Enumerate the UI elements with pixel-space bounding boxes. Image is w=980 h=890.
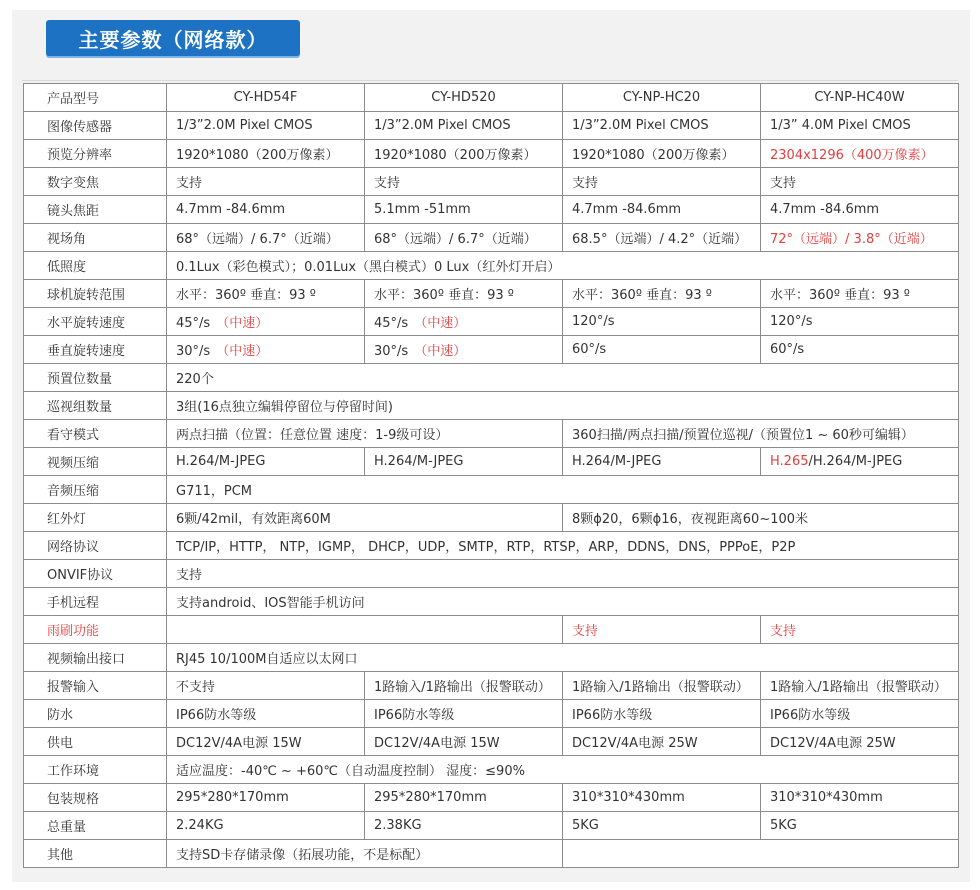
table-cell — [167, 308, 365, 336]
cell-text: 220个 — [176, 372, 214, 387]
table-cell — [365, 784, 563, 812]
cell-text: 支持android、IOS智能手机访问 — [176, 596, 365, 611]
table-cell — [167, 392, 959, 420]
cell-text: 4.7mm -84.6mm — [572, 202, 682, 217]
table-cell — [761, 700, 959, 728]
table-cell — [167, 812, 365, 840]
row-label: 低照度 — [24, 252, 167, 280]
table-row — [24, 252, 959, 280]
cell-highlight: （中速） — [216, 344, 269, 359]
row-label: 看守模式 — [24, 420, 167, 448]
table-row — [24, 504, 959, 532]
table-cell — [563, 700, 761, 728]
table-cell — [365, 140, 563, 168]
table-row — [24, 84, 959, 112]
cell-text: 支持 — [374, 176, 401, 191]
cell-text: 60°/s — [572, 342, 607, 357]
cell-text: 5.1mm -51mm — [374, 202, 471, 217]
table-row — [24, 532, 959, 560]
table-cell — [167, 280, 365, 308]
row-label: 水平旋转速度 — [24, 308, 167, 336]
table-row — [24, 476, 959, 504]
table-cell — [365, 700, 563, 728]
table-cell — [167, 224, 365, 252]
cell-text: 360扫描/两点扫描/预置位巡视/（预置位1 ~ 60秒可编辑） — [572, 428, 914, 443]
table-cell — [563, 728, 761, 756]
table-cell — [563, 812, 761, 840]
table-cell — [167, 420, 563, 448]
cell-text: 4.7mm -84.6mm — [770, 202, 880, 217]
row-label: 防水 — [24, 700, 167, 728]
table-cell — [761, 196, 959, 224]
row-label: 垂直旋转速度 — [24, 336, 167, 364]
spec-table — [23, 83, 959, 868]
cell-text: 支持SD卡存储录像（拓展功能，不是标配） — [176, 848, 429, 863]
table-cell — [761, 308, 959, 336]
table-cell — [167, 140, 365, 168]
table-row — [24, 616, 959, 644]
table-cell — [563, 336, 761, 364]
table-row — [24, 728, 959, 756]
table-cell — [563, 196, 761, 224]
table-cell — [761, 672, 959, 700]
table-cell — [563, 280, 761, 308]
table-row — [24, 700, 959, 728]
table-cell — [563, 420, 959, 448]
table-cell — [167, 672, 365, 700]
cell-text: 适应温度：-40℃ ~ +60℃（自动温度控制） 湿度：≤90% — [176, 764, 525, 779]
table-cell — [761, 812, 959, 840]
cell-text: 68°（远端）/ 6.7°（近端） — [374, 232, 537, 247]
table-cell — [167, 112, 365, 140]
row-label: 图像传感器 — [24, 112, 167, 140]
cell-text: CY-NP-HC40W — [814, 90, 905, 105]
row-label: 视频压缩 — [24, 448, 167, 476]
table-cell — [167, 840, 563, 868]
table-cell — [761, 280, 959, 308]
table-cell — [365, 812, 563, 840]
cell-text: CY-HD520 — [431, 90, 496, 105]
row-label: 其他 — [24, 840, 167, 868]
table-row — [24, 560, 959, 588]
row-label: 雨刷功能 — [24, 616, 167, 644]
table-cell — [167, 756, 959, 784]
table-cell — [167, 504, 563, 532]
cell-text: 5KG — [572, 818, 599, 833]
cell-text: 310*310*430mm — [572, 790, 685, 805]
table-row — [24, 336, 959, 364]
table-cell — [563, 84, 761, 112]
table-cell — [167, 252, 959, 280]
table-cell — [167, 364, 959, 392]
section-title: 主要参数（网络款） — [46, 20, 300, 56]
cell-text: 45°/s — [176, 316, 211, 331]
cell-text: 295*280*170mm — [374, 790, 487, 805]
table-row — [24, 420, 959, 448]
table-cell — [563, 448, 761, 476]
table-cell — [167, 336, 365, 364]
table-row — [24, 784, 959, 812]
table-cell — [167, 168, 365, 196]
row-label: ONVIF协议 — [24, 560, 167, 588]
cell-text: 1/3”2.0M Pixel CMOS — [176, 118, 313, 133]
cell-text: 295*280*170mm — [176, 790, 289, 805]
cell-text: 支持 — [770, 624, 797, 639]
table-row — [24, 672, 959, 700]
cell-text: 两点扫描（位置：任意位置 速度：1-9级可设） — [176, 428, 449, 443]
cell-text: 68°（远端）/ 6.7°（近端） — [176, 232, 339, 247]
cell-text: 水平：360º 垂直：93 º — [770, 288, 910, 303]
table-row — [24, 308, 959, 336]
table-row — [24, 112, 959, 140]
table-row — [24, 196, 959, 224]
cell-text: 1920*1080（200万像素） — [374, 148, 537, 163]
cell-text: 1920*1080（200万像素） — [572, 148, 735, 163]
row-label: 总重量 — [24, 812, 167, 840]
table-cell — [365, 168, 563, 196]
table-row — [24, 588, 959, 616]
cell-text: 水平：360º 垂直：93 º — [176, 288, 316, 303]
cell-text: 1路输入/1路输出（报警联动） — [374, 680, 551, 695]
cell-text: 310*310*430mm — [770, 790, 883, 805]
table-cell — [563, 112, 761, 140]
cell-text: CY-HD54F — [233, 90, 298, 105]
cell-text: 4.7mm -84.6mm — [176, 202, 286, 217]
table-cell — [167, 588, 959, 616]
cell-text: DC12V/4A电源 15W — [374, 736, 500, 751]
cell-text: 8颗ϕ20，6颗ϕ16，夜视距离60~100米 — [572, 512, 809, 527]
cell-text: 2.24KG — [176, 818, 224, 833]
table-cell — [167, 728, 365, 756]
cell-text: 1920*1080（200万像素） — [176, 148, 339, 163]
cell-text: 1路输入/1路输出（报警联动） — [770, 680, 947, 695]
cell-highlight: （中速） — [216, 316, 269, 331]
table-row — [24, 644, 959, 672]
divider — [22, 80, 958, 81]
table-cell — [365, 672, 563, 700]
table-cell — [761, 728, 959, 756]
table-cell — [761, 168, 959, 196]
row-label: 工作环境 — [24, 756, 167, 784]
cell-text: IP66防水等级 — [770, 708, 851, 723]
cell-text: 2.38KG — [374, 818, 422, 833]
row-label: 手机远程 — [24, 588, 167, 616]
table-cell — [365, 308, 563, 336]
cell-text: 1路输入/1路输出（报警联动） — [572, 680, 749, 695]
cell-text: 5KG — [770, 818, 797, 833]
row-label: 球机旋转范围 — [24, 280, 167, 308]
cell-text: 2304x1296（400万像素） — [770, 148, 934, 163]
table-cell — [761, 616, 959, 644]
table-row — [24, 280, 959, 308]
table-row — [24, 756, 959, 784]
table-row — [24, 168, 959, 196]
cell-text: 30°/s — [374, 344, 409, 359]
cell-text: 支持 — [572, 176, 599, 191]
row-label: 镜头焦距 — [24, 196, 167, 224]
table-row — [24, 392, 959, 420]
table-cell — [563, 672, 761, 700]
table-cell — [167, 448, 365, 476]
cell-highlight: （中速） — [414, 316, 467, 331]
cell-highlight: H.265 — [770, 454, 809, 469]
cell-text: IP66防水等级 — [572, 708, 653, 723]
table-cell — [167, 84, 365, 112]
cell-text: 30°/s — [176, 344, 211, 359]
cell-text: 水平：360º 垂直：93 º — [374, 288, 514, 303]
row-label: 视场角 — [24, 224, 167, 252]
table-cell — [563, 140, 761, 168]
table-cell — [761, 224, 959, 252]
cell-highlight: （中速） — [414, 344, 467, 359]
table-cell — [167, 700, 365, 728]
table-cell — [365, 336, 563, 364]
table-row — [24, 364, 959, 392]
row-label: 巡视组数量 — [24, 392, 167, 420]
table-cell — [563, 616, 761, 644]
cell-text: 45°/s — [374, 316, 409, 331]
table-cell — [563, 224, 761, 252]
table-cell — [563, 784, 761, 812]
row-label: 产品型号 — [24, 84, 167, 112]
cell-text: DC12V/4A电源 25W — [770, 736, 896, 751]
row-label: 预览分辨率 — [24, 140, 167, 168]
cell-text: /H.264/M-JPEG — [808, 454, 903, 469]
table-cell — [761, 140, 959, 168]
table-cell — [761, 84, 959, 112]
row-label: 视频输出接口 — [24, 644, 167, 672]
table-cell — [365, 196, 563, 224]
table-row — [24, 812, 959, 840]
cell-text: IP66防水等级 — [374, 708, 455, 723]
cell-text: H.264/M-JPEG — [572, 454, 662, 469]
cell-text: 1/3”2.0M Pixel CMOS — [374, 118, 511, 133]
table-cell — [167, 644, 959, 672]
cell-text: CY-NP-HC20 — [622, 90, 701, 105]
cell-text: H.264/M-JPEG — [374, 454, 464, 469]
row-label: 供电 — [24, 728, 167, 756]
cell-text: DC12V/4A电源 25W — [572, 736, 698, 751]
cell-text: 72°（远端）/ 3.8°（近端） — [770, 232, 933, 247]
cell-text: 支持 — [176, 568, 203, 583]
table-cell — [761, 448, 959, 476]
cell-text: G711，PCM — [176, 484, 253, 499]
table-cell — [167, 532, 959, 560]
table-cell — [365, 84, 563, 112]
cell-text: 支持 — [572, 624, 599, 639]
row-label: 包装规格 — [24, 784, 167, 812]
table-cell — [761, 336, 959, 364]
cell-text: 1/3”2.0M Pixel CMOS — [572, 118, 709, 133]
table-cell — [167, 196, 365, 224]
cell-text: 不支持 — [176, 680, 216, 695]
table-row — [24, 448, 959, 476]
row-label: 数字变焦 — [24, 168, 167, 196]
table-cell — [167, 616, 563, 644]
table-cell — [365, 728, 563, 756]
table-cell — [761, 112, 959, 140]
table-cell — [563, 840, 959, 868]
row-label: 网络协议 — [24, 532, 167, 560]
table-cell — [167, 476, 959, 504]
table-cell — [563, 308, 761, 336]
row-label: 预置位数量 — [24, 364, 167, 392]
table-row — [24, 840, 959, 868]
cell-text: 水平：360º 垂直：93 º — [572, 288, 712, 303]
table-cell — [365, 448, 563, 476]
cell-text: TCP/IP，HTTP， NTP，IGMP， DHCP，UDP，SMTP，RTP，RTSP，ARP，DDNS，DNS，PPPoE，P2P — [176, 540, 796, 555]
cell-text: 60°/s — [770, 342, 805, 357]
cell-text: 支持 — [176, 176, 203, 191]
table-cell — [563, 168, 761, 196]
row-label: 红外灯 — [24, 504, 167, 532]
cell-text: IP66防水等级 — [176, 708, 257, 723]
spec-table-body — [24, 84, 959, 868]
cell-text: H.264/M-JPEG — [176, 454, 266, 469]
table-cell — [365, 224, 563, 252]
cell-text: 6颗/42mil，有效距离60M — [176, 512, 331, 527]
cell-text: 支持 — [770, 176, 797, 191]
table-row — [24, 140, 959, 168]
cell-text: 1/3” 4.0M Pixel CMOS — [770, 118, 911, 133]
cell-text: 68.5°（远端）/ 4.2°（近端） — [572, 232, 748, 247]
cell-text: 0.1Lux（彩色模式）；0.01Lux（黑白模式）0 Lux（红外灯开启） — [176, 260, 561, 275]
table-row — [24, 224, 959, 252]
table-cell — [365, 280, 563, 308]
table-cell — [563, 504, 959, 532]
cell-text: 3组(16点独立编辑停留位与停留时间) — [176, 400, 393, 415]
row-label: 音频压缩 — [24, 476, 167, 504]
table-cell — [761, 784, 959, 812]
cell-text: 120°/s — [770, 314, 813, 329]
cell-text: 120°/s — [572, 314, 615, 329]
cell-text: DC12V/4A电源 15W — [176, 736, 302, 751]
cell-text: RJ45 10/100M自适应以太网口 — [176, 652, 358, 667]
table-cell — [365, 112, 563, 140]
table-cell — [167, 560, 959, 588]
row-label: 报警输入 — [24, 672, 167, 700]
table-cell — [167, 784, 365, 812]
